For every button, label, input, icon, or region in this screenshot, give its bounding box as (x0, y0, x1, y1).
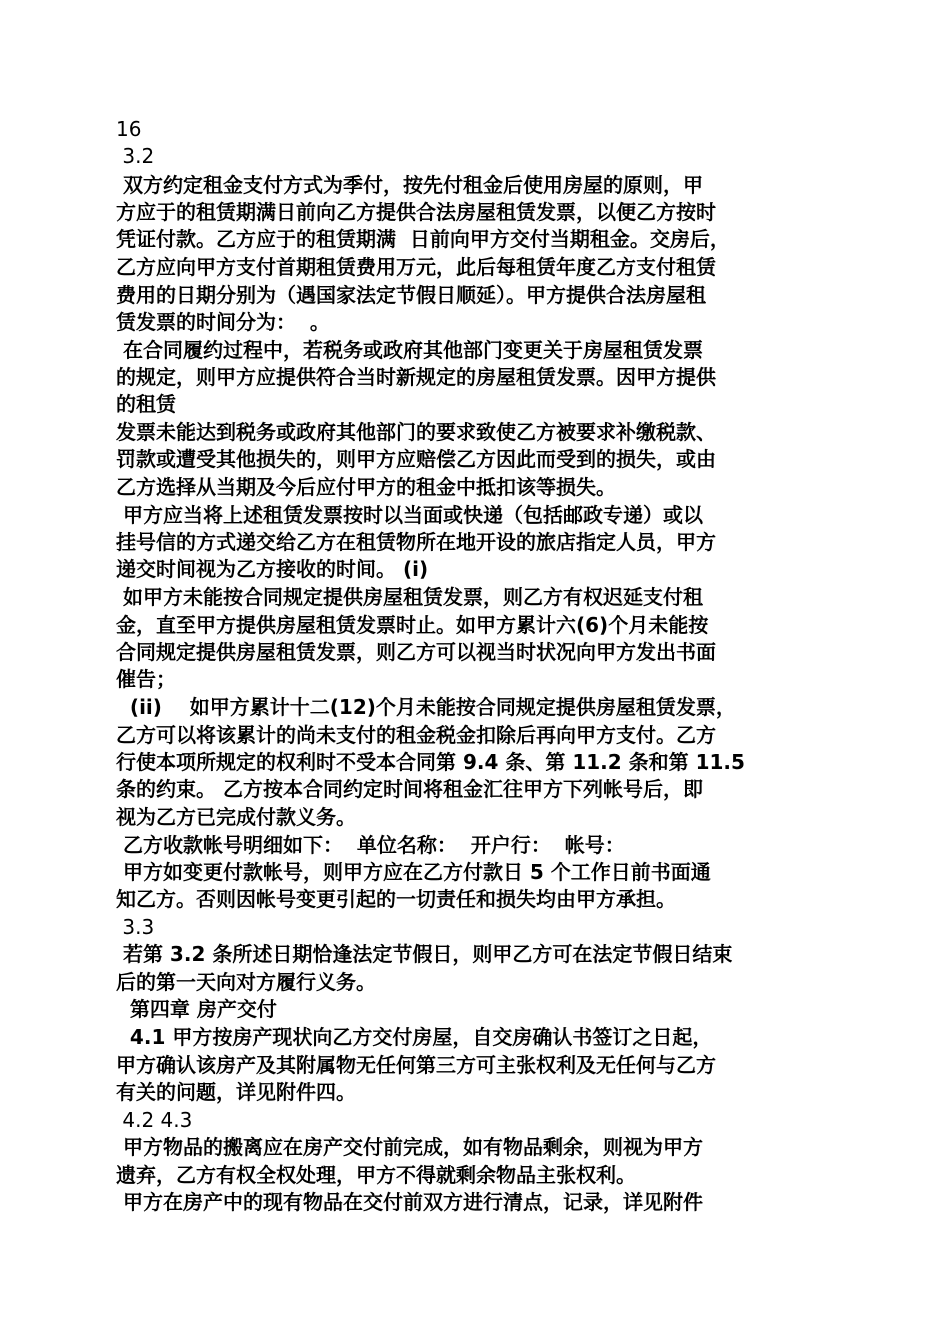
text-line: 催告； (116, 667, 176, 691)
text-line: 若第 3.2 条所述日期恰逢法定节假日，则甲乙方可在法定节假日结束 (116, 942, 733, 966)
clause-number-3-2: 3.2 (116, 144, 155, 168)
text-line: 费用的日期分别为（遇国家法定节假日顺延）。甲方提供合法房屋租 (116, 283, 706, 307)
text-line: 乙方收款帐号明细如下： 单位名称： 开户行： 帐号： (116, 833, 625, 857)
text-line: 甲方物品的搬离应在房产交付前完成，如有物品剩余，则视为甲方 (116, 1135, 703, 1159)
text-line: 甲方应当将上述租赁发票按时以当面或快递（包括邮政专递）或以 (116, 503, 703, 527)
text-line: 乙方选择从当期及今后应付甲方的租金中抵扣该等损失。 (116, 475, 616, 499)
text-line: 知乙方。否则因帐号变更引起的一切责任和损失均由甲方承担。 (116, 887, 676, 911)
text-line: 遗弃，乙方有权全权处理，甲方不得就剩余物品主张权利。 (116, 1163, 636, 1187)
text-line: 如甲方未能按合同规定提供房屋租赁发票，则乙方有权迟延支付租 (116, 585, 703, 609)
chapter-heading: 第四章 房产交付 (116, 997, 277, 1021)
text-line: 双方约定租金支付方式为季付，按先付租金后使用房屋的原则，甲 (116, 173, 703, 197)
text-line: 递交时间视为乙方接收的时间。 (i) (116, 557, 429, 581)
text-line: 罚款或遭受其他损失的，则甲方应赔偿乙方因此而受到的损失，或由 (116, 447, 716, 471)
text-line: 赁发票的时间分为： 。 (116, 310, 330, 334)
text-line: 视为乙方已完成付款义务。 (116, 805, 356, 829)
text-line: 甲方如变更付款帐号，则甲方应在乙方付款日 5 个工作日前书面通 (116, 860, 711, 884)
text-line: 方应于的租赁期满日前向乙方提供合法房屋租赁发票，以便乙方按时 (116, 200, 716, 224)
text-line: 4.1 甲方按房产现状向乙方交付房屋，自交房确认书签订之日起， (116, 1025, 713, 1049)
text-line: 发票未能达到税务或政府其他部门的要求致使乙方被要求补缴税款、 (116, 420, 716, 444)
clause-number-4-2-4-3: 4.2 4.3 (116, 1108, 193, 1132)
text-line: 甲方在房产中的现有物品在交付前双方进行清点，记录，详见附件 (116, 1190, 703, 1214)
text-line: 凭证付款。乙方应于的租赁期满 日前向甲方交付当期租金。交房后， (116, 227, 730, 251)
text-line: 后的第一天向对方履行义务。 (116, 970, 376, 994)
text-line: 的租赁 (116, 392, 176, 416)
text-line: 在合同履约过程中，若税务或政府其他部门变更关于房屋租赁发票 (116, 338, 703, 362)
text-line: 合同规定提供房屋租赁发票，则乙方可以视当时状况向甲方发出书面 (116, 640, 716, 664)
text-line: 的规定，则甲方应提供符合当时新规定的房屋租赁发票。因甲方提供 (116, 365, 716, 389)
text-line: 金，直至甲方提供房屋租赁发票时止。如甲方累计六(6)个月未能按 (116, 613, 709, 637)
page-number: 16 (116, 117, 142, 141)
text-line: (ii) 如甲方累计十二(12)个月未能按合同规定提供房屋租赁发票， (116, 695, 736, 719)
clause-number-3-3: 3.3 (116, 915, 155, 939)
text-line: 条的约束。 乙方按本合同约定时间将租金汇往甲方下列帐号后，即 (116, 777, 703, 801)
text-line: 乙方应向甲方支付首期租赁费用万元，此后每租赁年度乙方支付租赁 (116, 255, 716, 279)
text-line: 行使本项所规定的权利时不受本合同第 9.4 条、第 11.2 条和第 11.5 (116, 750, 745, 774)
text-line: 有关的问题，详见附件四。 (116, 1080, 356, 1104)
text-line: 挂号信的方式递交给乙方在租赁物所在地开设的旅店指定人员，甲方 (116, 530, 716, 554)
text-line: 甲方确认该房产及其附属物无任何第三方可主张权利及无任何与乙方 (116, 1053, 716, 1077)
text-line: 乙方可以将该累计的尚未支付的租金税金扣除后再向甲方支付。乙方 (116, 723, 716, 747)
